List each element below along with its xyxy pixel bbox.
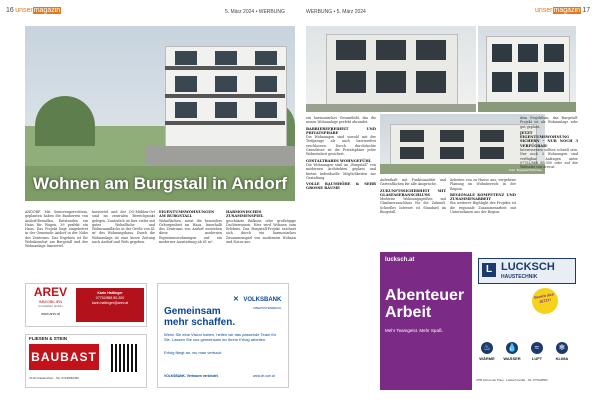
brand-magazin-right: magazin — [553, 7, 580, 14]
volksbank-x-icon: ✕ — [233, 296, 239, 303]
header-section: WERBUNG — [258, 9, 285, 15]
arev-logo-line3: Immobilien GmbH — [38, 304, 63, 308]
rcol2-text-a: Aufenthalt mit Funktionalität und Gartenflächen für alle Ansprüche. — [380, 178, 446, 187]
col2-text: Innviertel und der OÖ-Mühlen-Ort sind im zentralen Bereichpunkt gelegen. Zusätzlich ist hier vieles mit guter Wohnfläche und Wohnraumfläche in der Größe von 41 m² des Wohnungsbaus. Durch die Wohnanlage ist eine kurze Zeitung nach Andorf und Wels gegeben. — [92, 210, 155, 245]
lucksch-logo-icon: L — [482, 263, 496, 277]
water-icon-group — [501, 342, 523, 361]
lucksch-headline-2: Arbeit — [385, 304, 432, 321]
volksbank-logo-text: VOLKSBANK — [243, 297, 282, 303]
baubast-tagline: FLIESEN & STEIN — [29, 336, 68, 341]
snowflake-icon: ❄ — [556, 342, 568, 354]
volksbank-logo — [233, 288, 281, 310]
icon-label-climate: KLIMA — [555, 356, 569, 361]
left-page-header — [6, 7, 61, 14]
lucksch-headline-1: Abenteuer — [385, 287, 465, 304]
brand-unser-right: unser — [535, 7, 553, 14]
rcol1-text-a: ein harmonisches Gesamtbild, das die neuen Wohnanlage perfekt abrundet. — [306, 116, 376, 125]
arev-logo-line2: IMMOBILIEN — [38, 299, 63, 304]
col3-text: Wohnflächen, sonst die besonders Geborgenheit im Haus. Innerhalb des Zentrums von Andorf entstehen diese modernen Eigentumswohnungen auf ein moderner Ausstattung ab 61 m². — [159, 218, 222, 245]
baubast-footer: 4710 Grieskirchen · Tel. 07248/62362 — [29, 376, 79, 380]
arev-ad[interactable] — [25, 283, 147, 327]
article-col-3 — [159, 210, 222, 272]
col4-text: geschützte Balkone oder großzügige Dachterrassen. Hier wird Wohnen zum Erlebnis. Das Burgstall-Projekt zeichnet sich durch ein harmonisches Zusammenspiel von modernem Wohnen und Natur aus. — [226, 218, 296, 245]
building-photo-3 — [478, 26, 576, 112]
lucksch-address: 4755 Zell an der Pram · Lucksch GmbH · Tel. 07764/8600 — [476, 378, 548, 382]
icon-label-water: WASSER — [503, 356, 521, 361]
icon-label-air: LUFT — [531, 356, 543, 361]
rcol2-heading: ZUKUNFTSSICHERHEIT MIT GLASFASERANSCHLUSS — [380, 188, 446, 197]
lucksch-logo-box — [478, 258, 576, 284]
right-header-date: WERBUNG • 5. März 2024 — [306, 9, 366, 15]
climate-icon-group — [551, 342, 573, 361]
volksbank-logo-sub: OBERÖSTERREICH — [253, 306, 282, 310]
article-col-2 — [92, 210, 155, 272]
right-col-2 — [380, 178, 446, 244]
rcol1-heading-3: VOLLE RAUMHÖHE & SEHR GROSSE RÄUME — [306, 182, 376, 191]
qr-code-icon — [111, 344, 139, 372]
header-date: 5. März 2024 — [225, 9, 255, 15]
volksbank-footer: VOLKSBANK. Vertrauen verbindet. — [164, 374, 219, 378]
rcol4-text-a: dem Projektbau, das Burgstall-Projekt ist als Wohnanlage sehr gut geplant. — [520, 116, 578, 129]
flame-icon: ♨ — [481, 342, 493, 354]
rcol2-text-b: Moderne Wohnungsgrößen mit Glasfaseranschluss für die Zukunft. Schnelles Internet ist Standard im Burgstall. — [380, 197, 446, 215]
baubast-logo: BAUBAST — [29, 344, 99, 370]
page-number: 16 — [6, 7, 14, 14]
lucksch-logo-sub: HAUSTECHNIK — [501, 274, 538, 280]
rcol4-heading: JETZT EIGENTUMSWOHNUNG SICHERN – NUR NOCH 3 VERFÜGBAR! — [520, 130, 578, 148]
volksbank-body2: Erfolg fängt an, wo man vertraut. — [164, 350, 223, 355]
volksbank-url[interactable]: www.vb-ooe.at — [253, 374, 275, 378]
article-col-1 — [25, 210, 88, 272]
right-col-1 — [306, 116, 376, 244]
arev-email[interactable]: karin.hattinger@arev.at — [91, 301, 129, 305]
rcol1-text-c: Die Wohnungen sind im „Burgstall“ von modernen Architekten geplant und bieten individuelle Möglichkeiten zur Gestaltung. — [306, 162, 376, 180]
left-header-date: 5. März 2024 • WERBUNG — [225, 9, 285, 15]
volksbank-headline-1: Gemeinsam — [164, 306, 221, 317]
warmth-icon-group — [476, 342, 498, 361]
volksbank-body: Wenn Sie eine Vision haben, helfen wir das passende Team für Sie. Lassen Sie uns gemeinsam an Ihrem Erfolg arbeiten. — [164, 332, 277, 342]
col4-heading: HARMONISCHES ZUSAMMENSPIEL — [226, 210, 264, 219]
lucksch-logo-text: LUCKSCH — [501, 261, 555, 273]
air-icon-group — [526, 342, 548, 361]
arev-logo: AREV — [33, 285, 68, 299]
right-col-3 — [450, 178, 516, 244]
article-col-4 — [226, 210, 296, 272]
icon-label-warmth: WÄRME — [479, 356, 495, 361]
air-icon: ≈ — [531, 342, 543, 354]
building-photo-2 — [306, 26, 476, 112]
col3-heading: EIGENTUMSWOHNUNGEN AM BURGSTALL — [159, 210, 215, 219]
baubast-ad[interactable] — [25, 334, 147, 388]
page-number-right: 17 — [582, 7, 591, 14]
lucksch-ad[interactable] — [380, 252, 578, 390]
rcol1-heading-2: GESTALTBARES WOHNGEFÜHL — [306, 158, 372, 163]
right-col-4 — [520, 116, 578, 244]
arev-phone: 07752/888 85-300 — [95, 296, 125, 300]
brand-magazin: magazin — [33, 7, 61, 14]
arev-contact-name: Karin Hattinger — [97, 291, 123, 295]
rcol4-text-b: Interessenten sollten schnell sein. Nur noch 3 Wohnungen sind verfügbar. Anfragen unter 07752/888 85-300 oder auf der Webseite von arev.at. — [520, 148, 578, 170]
brand-unser: unser — [15, 7, 33, 14]
volksbank-ad[interactable] — [157, 283, 289, 388]
lucksch-url[interactable]: lucksch.at — [385, 257, 415, 263]
rcol3-heading: REGIONALE KOMPETENZ UND ZUSAMMENARBEIT — [450, 192, 516, 202]
rcol1-text-b: Die Wohnungen sind sowohl mit der Tiefgarage als auch barrierefrei erschlossen. Durch durchdachte Grundrisse ist die Privatsphäre jeder Wohneinheit gesichert. — [306, 135, 376, 157]
lucksch-badge: Bewirb dich JETZT! — [530, 286, 560, 316]
water-drop-icon: 💧 — [507, 343, 517, 352]
photo-caption: Foto: Burgstall Wohnbau — [509, 168, 542, 172]
rcol3-text-a: Arbeiten von zu Hause aus, vergebene Planung im Wohnbereich in der Region. — [450, 178, 516, 191]
rcol3-text-b: Ein weiterer Highlight des Projekts ist die regionale Zusammenarbeit mit Unternehmen aus der Region. — [450, 201, 516, 215]
rcol1-heading-1: BARRIEREFREIHEIT UND PRIVATSPHÄRE — [306, 126, 376, 135]
col1-text: ANDORF. Mit Seniorengerechtem, geplanten haben die Bauherren von Andorf-Berndlau. Entstanden ein Haus für Wagen, 39 perfekt ein Haus. Das Projekt liegt eingebettet in der Gemeinde Andorf in der Nähe des Zentrums. Das Ergebnis ist Ihr Wohnkomfort am Burgstall und der Wohnanlage Innviertel. — [25, 210, 88, 249]
right-page-header — [535, 7, 590, 14]
arev-url[interactable]: www.arev.at — [41, 312, 60, 316]
volksbank-headline-2: mehr schaffen. — [164, 317, 236, 328]
lucksch-slogan: Mehr Teamgeist. Mehr Spaß. — [385, 328, 443, 333]
article-title: Wohnen am Burgstall in Andorf — [33, 174, 288, 193]
